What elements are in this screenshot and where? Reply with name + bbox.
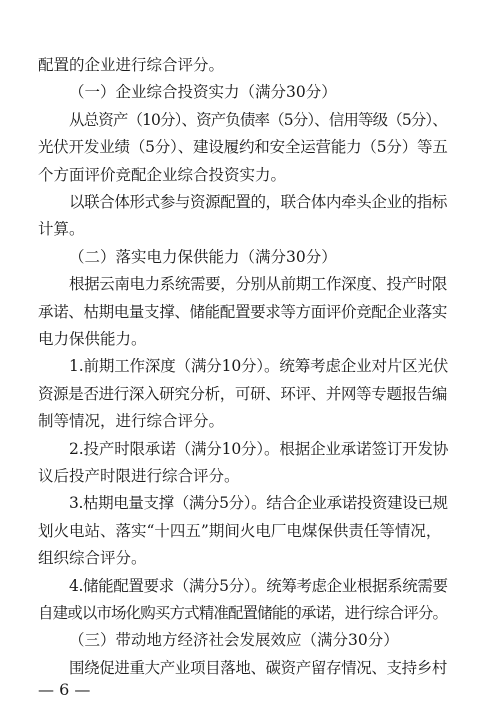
paragraph-line: 以联合体形式参与资源配置的，联合体内牵头企业的指标 — [69, 193, 448, 211]
paragraph-line: 3.枯期电量支撑（满分5分）。结合企业承诺投资建设已规 — [69, 494, 448, 513]
paragraph-line: 计算。 — [38, 220, 85, 239]
section-heading-2: （二）落实电力保供能力（满分30分） — [69, 247, 337, 266]
page-number: — 6 — — [38, 680, 91, 699]
paragraph-line: 电力保供能力。 — [38, 330, 147, 348]
paragraph-line: 根据云南电力系统需要，分别从前期工作深度、投产时限 — [69, 275, 448, 294]
paragraph-line: 2.投产时限承诺（满分10分）。根据企业承诺签订开发协 — [69, 439, 449, 458]
paragraph-line: 承诺、枯期电量支撑、储能配置要求等方面评价竞配企业落实 — [38, 302, 448, 321]
section-heading-1: （一）企业综合投资实力（满分30分） — [69, 83, 337, 102]
section-heading-3: （三）带动地方经济社会发展效应（满分30分） — [69, 631, 399, 650]
paragraph-line: 个方面评价竞配企业综合投资实力。 — [38, 165, 287, 184]
paragraph-line: 配置的企业进行综合评分。 — [38, 56, 225, 74]
paragraph-line: 议后投产时限进行综合评分。 — [38, 467, 240, 485]
paragraph-line: 资源是否进行深入研究分析，可研、环评、并网等专题报告编 — [38, 384, 448, 403]
paragraph-line: 组织综合评分。 — [38, 549, 147, 568]
paragraph-line: 制等情况，进行综合评分。 — [38, 412, 225, 431]
paragraph-line: 自建或以市场化购买方式精准配置储能的承诺，进行综合评分。 — [38, 604, 448, 622]
paragraph-line: 1.前期工作深度（满分10分）。统筹考虑企业对片区光伏 — [69, 357, 449, 376]
paragraph-line: 围绕促进重大产业项目落地、碳资产留存情况、支持乡村 — [69, 658, 448, 677]
paragraph-line: 4.储能配置要求（满分5分）。统筹考虑企业根据系统需要 — [69, 576, 448, 595]
paragraph-line: 从总资产（10分）、资产负债率（5分）、信用等级（5分）、 — [69, 110, 447, 129]
paragraph-line: 划火电站、落实“十四五”期间火电厂电煤保供责任等情况， — [38, 521, 442, 540]
paragraph-line: 光伏开发业绩（5分）、建设履约和安全运营能力（5分）等五 — [38, 138, 448, 157]
